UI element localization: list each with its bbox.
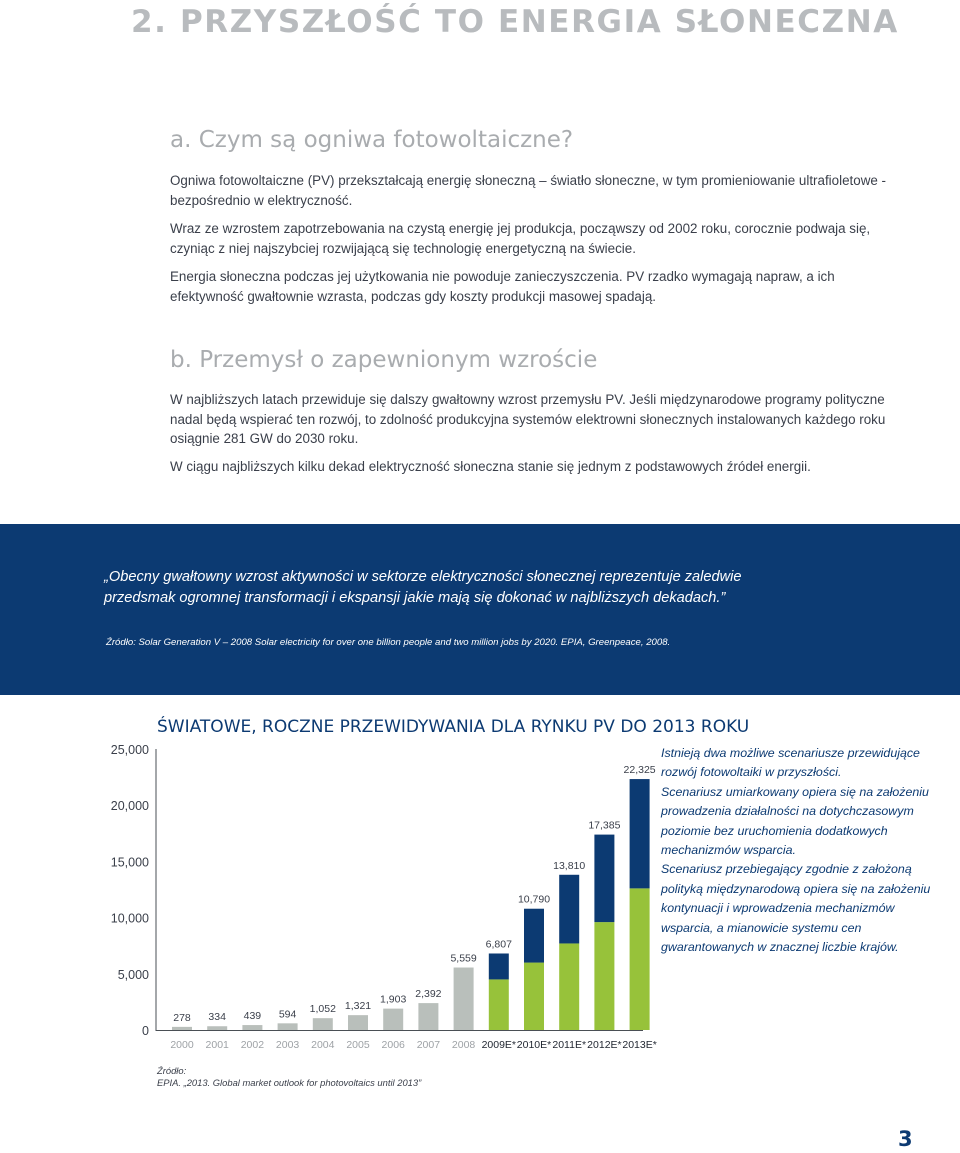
bar <box>207 1026 227 1030</box>
bar-lower-segment <box>524 963 544 1030</box>
section-a-paragraph-3: Energia słoneczna podczas jej użytkowania nie powoduje zanieczyszczenia. PV rzadko wymagają napraw, a ich efektywność gwałtownie wzrasta, podczas gdy koszty produkcji masowej spadają. <box>170 269 835 304</box>
bar-value-label: 439 <box>243 1010 262 1023</box>
y-tick-label: 5,000 <box>117 967 149 982</box>
bar <box>313 1018 333 1030</box>
section-a-paragraph-2: Wraz ze wzrostem zapotrzebowania na czystą energię jej produkcja, począwszy od 2002 roku, corocznie podwaja się, czyniąc z niej najszybciej rozwijającą się technologię energetyczną na świecie. <box>170 221 871 256</box>
bar-value-label: 17,385 <box>588 819 621 832</box>
bar-upper-segment <box>489 953 509 979</box>
bar-upper-segment <box>524 909 544 963</box>
quote-text: „Obecny gwałtowny wzrost aktywności w sektorze elektryczności słonecznej reprezentuje zaledwie przedsmak ogromnej transformacji i ekspansji jakie mają się dokonać w najbliższych dekadach.” <box>104 569 742 606</box>
bar-value-label: 13,810 <box>553 859 586 872</box>
bar-value-label: 278 <box>173 1011 191 1024</box>
bar-value-label: 594 <box>278 1008 297 1021</box>
chart-title: ŚWIATOWE, ROCZNE PRZEWIDYWANIA DLA RYNKU PV DO 2013 ROKU <box>157 717 750 737</box>
bar <box>418 1003 438 1030</box>
x-tick-label: 2011E* <box>552 1039 587 1051</box>
section-b-title: b. Przemysł o zapewnionym wzroście <box>170 347 598 373</box>
section-b-paragraph-2: W ciągu najbliższych kilku dekad elektryczność słoneczna stanie się jednym z podstawowych źródeł energii. <box>170 459 811 474</box>
x-tick-label: 2001 <box>205 1039 229 1051</box>
scenario-paragraph-3: Scenariusz przebiegający zgodnie z założoną polityką międzynarodową opiera się na założeniu kontynuacji i wprowadzenia mechanizmów wsparcia, a mianowicie systemu cen gwarantowanych w znacznej liczbie krajów. <box>661 862 931 955</box>
section-b-paragraph-1: W najbliższych latach przewiduje się dalszy gwałtowny wzrost przemysłu PV. Jeśli międzynarodowe programy polityczne nadal będą wspierać ten rozwój, to zdolność produkcyjna systemów elektrowni słonecznych instalowanych każdego roku osiągnie 281 GW do 2030 roku. <box>170 392 886 446</box>
y-tick-label: 15,000 <box>110 855 149 870</box>
x-tick-label: 2005 <box>346 1039 370 1051</box>
scenario-paragraph-1: Istnieją dwa możliwe scenariusze przewidujące rozwój fotowoltaiki w przyszłości. <box>661 746 920 780</box>
bar-value-label: 1,052 <box>309 1003 336 1016</box>
section-a-title: a. Czym są ogniwa fotowoltaiczne? <box>170 127 574 153</box>
bar <box>242 1025 262 1030</box>
x-tick-label: 2013E* <box>622 1039 657 1051</box>
bar-value-label: 6,807 <box>485 938 512 951</box>
chart-source <box>157 1065 421 1089</box>
bar-value-label: 22,325 <box>623 764 656 777</box>
x-tick-label: 2003 <box>275 1039 300 1051</box>
bar-lower-segment <box>630 888 650 1030</box>
x-tick-label: 2006 <box>381 1039 405 1051</box>
bar <box>278 1023 298 1030</box>
bar-value-label: 334 <box>208 1011 226 1024</box>
bar-value-label: 1,903 <box>380 993 407 1006</box>
bar <box>454 968 474 1030</box>
bar-value-label: 5,559 <box>450 952 477 965</box>
page-number: 3 <box>898 1127 913 1151</box>
y-tick-label: 0 <box>142 1024 149 1038</box>
x-tick-label: 2012E* <box>587 1039 622 1051</box>
bar <box>383 1009 403 1030</box>
bar <box>348 1015 368 1030</box>
chart-source-label: Źródło: <box>157 1065 187 1076</box>
chart-source-reference: EPIA. „2013. Global market outlook for photovoltaics until 2013” <box>157 1077 422 1088</box>
scenario-description <box>661 744 946 957</box>
x-tick-label: 2004 <box>311 1039 335 1051</box>
bar-value-label: 1,321 <box>344 1000 372 1013</box>
bar-value-label: 10,790 <box>517 893 551 906</box>
bar-value-label: 2,392 <box>415 988 442 1001</box>
bar-upper-segment <box>559 875 579 944</box>
x-tick-label: 2007 <box>416 1039 441 1051</box>
bar-lower-segment <box>559 943 579 1030</box>
y-tick-label: 20,000 <box>110 799 149 814</box>
y-tick-label: 25,000 <box>110 743 149 757</box>
x-tick-label: 2010E* <box>516 1039 552 1051</box>
section-a-paragraph-1: Ogniwa fotowoltaiczne (PV) przekształcają energię słoneczną – światło słoneczne, w tym promieniowanie ultrafioletowe - bezpośrednio w elektryczność. <box>170 173 886 208</box>
bar <box>172 1027 192 1030</box>
scenario-paragraph-2: Scenariusz umiarkowany opiera się na założeniu prowadzenia działalności na dotychczasowym poziomie bez uruchomienia dodatkowych mechanizmów wsparcia. <box>661 784 929 858</box>
x-tick-label: 2009E* <box>481 1039 517 1051</box>
quote-source: Źródło: Solar Generation V – 2008 Solar electricity for over one billion people and two million jobs by 2020. EPIA, Greenpeace, 2008. <box>106 637 671 648</box>
y-tick-label: 10,000 <box>110 911 149 926</box>
bar-upper-segment <box>594 835 614 923</box>
bar-lower-segment <box>594 922 614 1030</box>
x-tick-label: 2000 <box>170 1039 194 1051</box>
x-tick-label: 2002 <box>240 1039 265 1051</box>
x-tick-label: 2008 <box>451 1039 476 1051</box>
bar-upper-segment <box>630 779 650 888</box>
bar-lower-segment <box>489 979 509 1030</box>
chapter-heading: 2. PRZYSZŁOŚĆ TO ENERGIA SŁONECZNA <box>131 4 899 40</box>
